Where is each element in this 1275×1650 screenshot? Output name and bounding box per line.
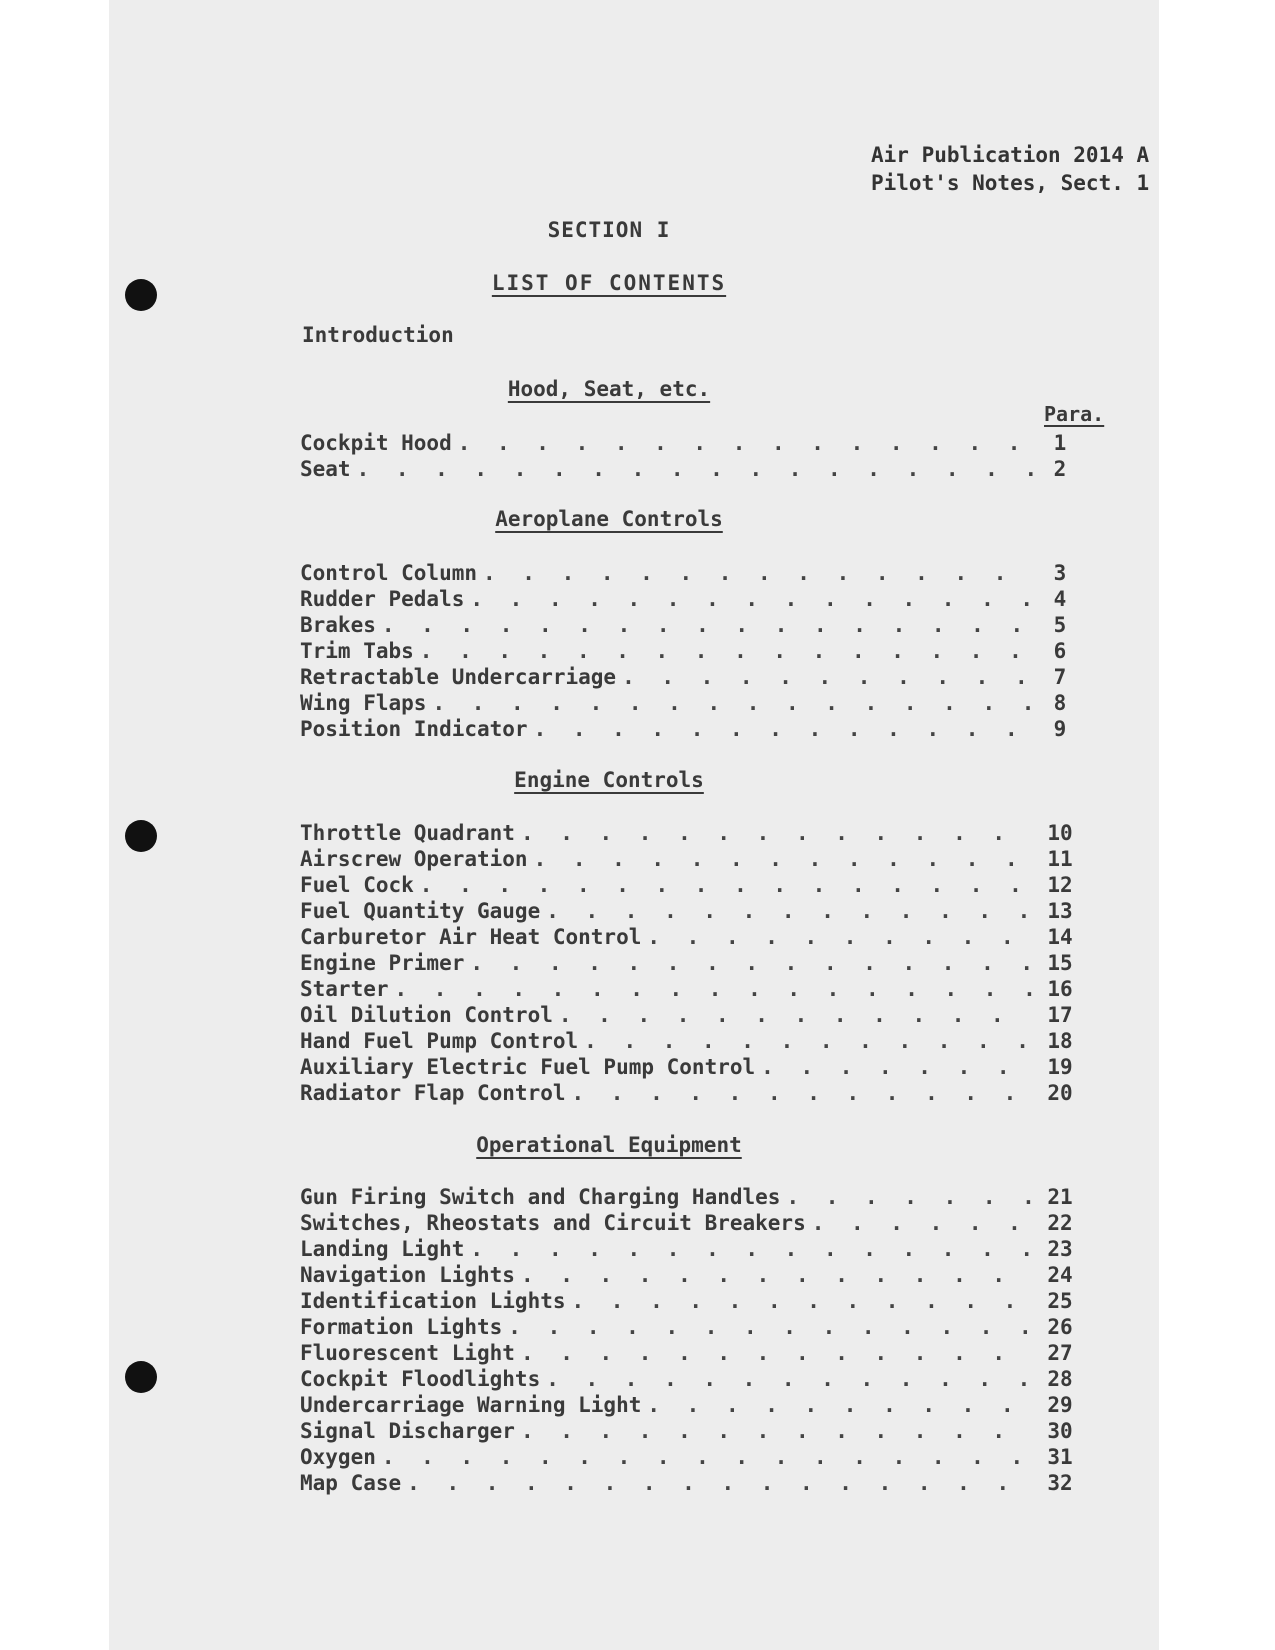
toc-row-label: Control Column xyxy=(300,561,478,585)
toc-row-para: 30 xyxy=(1047,1419,1073,1443)
dot-leader xyxy=(432,691,1034,715)
dot-leader xyxy=(521,1419,1034,1443)
group-heading-hood-seat xyxy=(109,377,1109,401)
toc-row-para: 4 xyxy=(1053,587,1067,611)
toc-row-para: 5 xyxy=(1053,613,1067,637)
toc-row-label: Position Indicator xyxy=(300,717,528,741)
toc-row xyxy=(300,899,1080,925)
group-heading-operational-equipment xyxy=(109,1133,1109,1157)
toc-row-label: Auxiliary Electric Fuel Pump Control xyxy=(300,1055,756,1079)
dot-leader xyxy=(622,665,1034,689)
toc-row xyxy=(300,717,1080,743)
toc-row-para: 16 xyxy=(1047,977,1073,1001)
toc-row-para: 6 xyxy=(1053,639,1067,663)
toc-row-label: Navigation Lights xyxy=(300,1263,515,1287)
dot-leader xyxy=(395,977,1034,1001)
punch-hole xyxy=(125,820,157,852)
dot-leader xyxy=(584,1029,1034,1053)
toc-row xyxy=(300,1341,1080,1367)
toc-row-label: Fuel Cock xyxy=(300,873,414,897)
toc-row-label: Hand Fuel Pump Control xyxy=(300,1029,579,1053)
group-heading-engine-controls xyxy=(109,768,1109,792)
toc-row-para: 28 xyxy=(1047,1367,1073,1391)
para-column-label: Para. xyxy=(1044,402,1105,426)
toc-row-para: 24 xyxy=(1047,1263,1073,1287)
toc-row-para: 31 xyxy=(1047,1445,1073,1469)
toc-row-para: 10 xyxy=(1047,821,1073,845)
toc-row xyxy=(300,821,1080,847)
toc-row-para: 8 xyxy=(1053,691,1067,715)
toc-row-label: Engine Primer xyxy=(300,951,465,975)
toc-row-para: 22 xyxy=(1047,1211,1073,1235)
dot-leader xyxy=(559,1003,1034,1027)
dot-leader xyxy=(546,1367,1034,1391)
toc-row-para: 2 xyxy=(1053,457,1067,481)
dot-leader xyxy=(357,457,1034,481)
toc-row-para: 18 xyxy=(1047,1029,1073,1053)
publication-section: Pilot's Notes, Sect. 1 xyxy=(871,171,1150,195)
toc-row-label: Fluorescent Light xyxy=(300,1341,515,1365)
dot-leader xyxy=(546,899,1034,923)
toc-row-para: 25 xyxy=(1047,1289,1073,1313)
dot-leader xyxy=(572,1081,1034,1105)
toc-row-label: Radiator Flap Control xyxy=(300,1081,566,1105)
toc-row xyxy=(300,951,1080,977)
group-heading-text: Aeroplane Controls xyxy=(495,507,723,531)
toc-row-para: 12 xyxy=(1047,873,1073,897)
dot-leader xyxy=(534,717,1034,741)
section-title: SECTION I xyxy=(547,218,671,242)
toc-row xyxy=(300,691,1080,717)
toc-row xyxy=(300,1315,1080,1341)
toc-row-label: Gun Firing Switch and Charging Handles xyxy=(300,1185,781,1209)
dot-leader xyxy=(521,821,1034,845)
toc-row xyxy=(300,1419,1080,1445)
toc-row-para: 20 xyxy=(1047,1081,1073,1105)
toc-row xyxy=(300,1237,1080,1263)
group-heading-text: Operational Equipment xyxy=(476,1133,742,1157)
toc-row-label: Cockpit Floodlights xyxy=(300,1367,541,1391)
toc-row-label: Switches, Rheostats and Circuit Breakers xyxy=(300,1211,806,1235)
toc-row-label: Brakes xyxy=(300,613,376,637)
toc-row-label: Starter xyxy=(300,977,389,1001)
toc-row-label: Fuel Quantity Gauge xyxy=(300,899,541,923)
toc-row-label: Wing Flaps xyxy=(300,691,427,715)
toc-row-label: Map Case xyxy=(300,1471,402,1495)
toc-row-para: 23 xyxy=(1047,1237,1073,1261)
toc-row-label: Rudder Pedals xyxy=(300,587,465,611)
punch-hole xyxy=(125,1361,157,1393)
toc-row xyxy=(300,847,1080,873)
group-heading-text: Hood, Seat, etc. xyxy=(507,377,711,401)
dot-leader xyxy=(572,1289,1034,1313)
toc-row-para: 27 xyxy=(1047,1341,1073,1365)
publication-header xyxy=(871,141,1149,197)
toc-row-label: Oil Dilution Control xyxy=(300,1003,553,1027)
group-rows-operational-equipment xyxy=(300,1185,1080,1497)
toc-row-para: 19 xyxy=(1047,1055,1073,1079)
toc-row-label: Undercarriage Warning Light xyxy=(300,1393,642,1417)
dot-leader xyxy=(521,1341,1034,1365)
dot-leader xyxy=(508,1315,1034,1339)
dot-leader xyxy=(647,925,1034,949)
toc-row-label: Seat xyxy=(300,457,351,481)
toc-row-para: 13 xyxy=(1047,899,1073,923)
toc-row-para: 1 xyxy=(1053,431,1067,455)
toc-row xyxy=(300,457,1080,483)
toc-row xyxy=(300,431,1080,457)
toc-row-label: Throttle Quadrant xyxy=(300,821,515,845)
group-heading-text: Engine Controls xyxy=(514,768,704,792)
group-rows-hood-seat xyxy=(300,431,1080,483)
dot-leader xyxy=(812,1211,1034,1235)
dot-leader xyxy=(407,1471,1034,1495)
dot-leader xyxy=(382,613,1034,637)
toc-row-para: 9 xyxy=(1053,717,1067,741)
toc-row-para: 21 xyxy=(1047,1185,1073,1209)
dot-leader xyxy=(647,1393,1034,1417)
toc-row-label: Formation Lights xyxy=(300,1315,503,1339)
toc-row xyxy=(300,977,1080,1003)
toc-row-label: Airscrew Operation xyxy=(300,847,528,871)
toc-row xyxy=(300,873,1080,899)
toc-row xyxy=(300,1289,1080,1315)
group-rows-engine-controls xyxy=(300,821,1080,1107)
dot-leader xyxy=(420,639,1034,663)
toc-row xyxy=(300,1393,1080,1419)
toc-row xyxy=(300,1367,1080,1393)
toc-row xyxy=(300,1003,1080,1029)
toc-row xyxy=(300,1081,1080,1107)
toc-row xyxy=(300,587,1080,613)
toc-row xyxy=(300,1211,1080,1237)
toc-row xyxy=(300,1185,1080,1211)
dot-leader xyxy=(420,873,1034,897)
toc-row xyxy=(300,1471,1080,1497)
toc-row-label: Trim Tabs xyxy=(300,639,414,663)
toc-row xyxy=(300,1029,1080,1055)
dot-leader xyxy=(470,587,1034,611)
toc-row-para: 15 xyxy=(1047,951,1073,975)
toc-row-label: Cockpit Hood xyxy=(300,431,452,455)
dot-leader xyxy=(761,1055,1034,1079)
toc-row-para: 29 xyxy=(1047,1393,1073,1417)
toc-row xyxy=(300,1263,1080,1289)
toc-row-label: Landing Light xyxy=(300,1237,465,1261)
toc-row xyxy=(300,561,1080,587)
toc-row xyxy=(300,925,1080,951)
toc-row xyxy=(300,1055,1080,1081)
toc-row-label: Retractable Undercarriage xyxy=(300,665,617,689)
dot-leader xyxy=(521,1263,1034,1287)
toc-row-para: 7 xyxy=(1053,665,1067,689)
toc-row xyxy=(300,665,1080,691)
toc-row xyxy=(300,639,1080,665)
dot-leader xyxy=(470,1237,1034,1261)
toc-row xyxy=(300,613,1080,639)
group-heading-aeroplane-controls xyxy=(109,507,1109,531)
document-page xyxy=(109,0,1159,1650)
toc-row-para: 11 xyxy=(1047,847,1073,871)
introduction-entry: Introduction xyxy=(302,323,454,347)
group-rows-aeroplane-controls xyxy=(300,561,1080,743)
toc-title-text: LIST OF CONTENTS xyxy=(491,271,727,295)
toc-row xyxy=(300,1445,1080,1471)
toc-row-label: Oxygen xyxy=(300,1445,376,1469)
dot-leader xyxy=(534,847,1034,871)
dot-leader xyxy=(470,951,1034,975)
toc-row-para: 14 xyxy=(1047,925,1073,949)
toc-row-para: 17 xyxy=(1047,1003,1073,1027)
toc-title xyxy=(109,271,1109,295)
dot-leader xyxy=(458,431,1034,455)
toc-row-label: Identification Lights xyxy=(300,1289,566,1313)
toc-row-label: Signal Discharger xyxy=(300,1419,515,1443)
toc-row-para: 26 xyxy=(1047,1315,1073,1339)
dot-leader xyxy=(382,1445,1034,1469)
toc-row-para: 32 xyxy=(1047,1471,1073,1495)
toc-row-label: Carburetor Air Heat Control xyxy=(300,925,642,949)
dot-leader xyxy=(786,1185,1034,1209)
dot-leader xyxy=(483,561,1034,585)
toc-row-para: 3 xyxy=(1053,561,1067,585)
publication-id: Air Publication 2014 A xyxy=(871,143,1150,167)
